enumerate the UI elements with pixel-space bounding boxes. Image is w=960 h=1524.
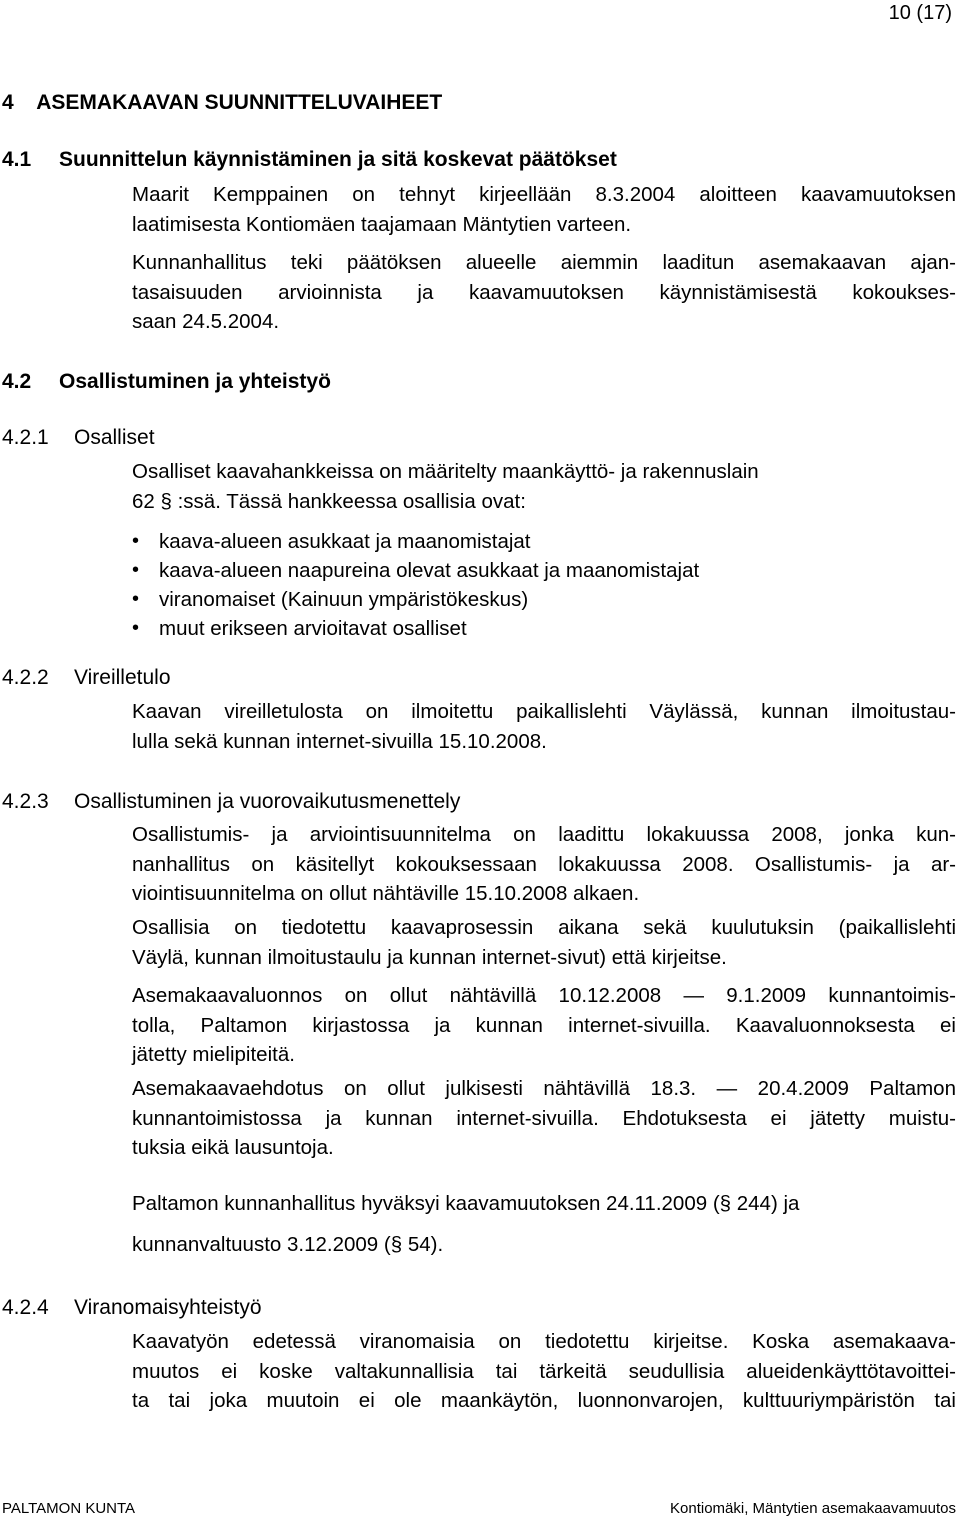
bullet-item (132, 614, 832, 643)
text-line: Asemakaavaehdotus on ollut julkisesti nähtävillä 18.3. — 20.4.2009 Paltamon (132, 1077, 956, 1100)
text-line: kunnanvaltuusto 3.12.2009 (§ 54). (132, 1233, 444, 1256)
text-line: 62 § :ssä. Tässä hankkeessa osallisia ovat: (132, 489, 526, 513)
text-line: laatimisesta Kontiomäen taajamaan Mäntytien varteen. (132, 212, 632, 236)
text-line: Kaavatyön edetessä viranomaisia on tiedotettu kirjeitse. Koska asemakaava- (132, 1330, 956, 1353)
paragraph (132, 248, 956, 337)
bullet-icon: • (132, 530, 140, 552)
text-line: tuksia eikä lausuntoja. (132, 1136, 334, 1159)
section-title: Suunnittelun käynnistäminen ja sitä koskevat päätökset (59, 148, 617, 171)
paragraph (132, 1230, 956, 1260)
paragraph (132, 457, 892, 516)
subsection-title: Osalliset (74, 426, 155, 449)
text-line: Kaavan vireilletulosta on ilmoitettu paikallislehti Väylässä, kunnan ilmoitustau- (132, 700, 956, 723)
bullet-item (132, 556, 832, 585)
subsection-title: Vireilletulo (74, 666, 171, 689)
subsection-4-2-4-heading (2, 1296, 262, 1320)
paragraph (132, 1074, 956, 1163)
paragraph (132, 820, 956, 909)
bullet-text: kaava-alueen asukkaat ja maanomistajat (159, 530, 531, 553)
subsection-number: 4.2.2 (2, 666, 49, 689)
footer-right: Kontiomäki, Mäntytien asemakaavamuutos (670, 1500, 956, 1517)
text-line: jätetty mielipiteitä. (132, 1043, 295, 1066)
section-4-1-heading (2, 148, 617, 172)
bullet-icon: • (132, 559, 140, 581)
text-line: Osallisia on tiedotettu kaavaprosessin aikana sekä kuulutuksin (paikallislehti (132, 916, 956, 939)
bullet-item (132, 527, 832, 556)
text-line: kunnantoimistossa ja kunnan internet-sivuilla. Ehdotuksesta ei jätetty muistu- (132, 1106, 956, 1130)
section-4-2-heading (2, 370, 331, 394)
bullet-item (132, 585, 832, 614)
bullet-icon: • (132, 588, 140, 610)
paragraph (132, 180, 956, 239)
subsection-4-2-2-heading (2, 666, 171, 690)
bullet-text: kaava-alueen naapureina olevat asukkaat ja maanomistajat (159, 559, 700, 582)
text-line: Osallistumis- ja arviointisuunnitelma on laadittu lokakuussa 2008, jonka kun- (132, 823, 956, 846)
text-line: Asemakaavaluonnos on ollut nähtävillä 10.12.2008 — 9.1.2009 kunnantoimis- (132, 984, 956, 1007)
subsection-number: 4.2.3 (2, 790, 49, 813)
subsection-number: 4.2.1 (2, 426, 49, 449)
section-title: Osallistuminen ja yhteistyö (59, 370, 331, 393)
text-line: Osalliset kaavahankkeissa on määritelty maankäyttö- ja rakennuslain (132, 460, 759, 483)
bullet-text: viranomaiset (Kainuun ympäristökeskus) (159, 588, 529, 611)
bullet-icon: • (132, 617, 140, 639)
text-line: viointisuunnitelma on ollut nähtäville 15.10.2008 alkaen. (132, 882, 640, 905)
text-line: nanhallitus on käsitellyt kokouksessaan lokakuussa 2008. Osallistumis- ja ar- (132, 852, 956, 876)
text-line: lulla sekä kunnan internet-sivuilla 15.10.2008. (132, 729, 547, 753)
subsection-title: Viranomaisyhteistyö (74, 1296, 262, 1319)
text-line: muutos ei koske valtakunnallisia tai tärkeitä seudullisia alueidenkäyttötavoittei- (132, 1359, 956, 1383)
paragraph (132, 697, 956, 756)
section-number: 4.1 (2, 148, 32, 171)
text-line: saan 24.5.2004. (132, 310, 280, 333)
subsection-title: Osallistuminen ja vuorovaikutusmenettely (74, 790, 461, 813)
footer-left: PALTAMON KUNTA (2, 1500, 136, 1517)
text-line: tolla, Paltamon kirjastossa ja kunnan internet-sivuilla. Kaavaluonnoksesta ei (132, 1013, 956, 1037)
text-line: tasaisuuden arvioinnista ja kaavamuutoksen käynnistämisestä kokoukses- (132, 280, 956, 304)
text-line: Paltamon kunnanhallitus hyväksyi kaavamuutoksen 24.11.2009 (§ 244) ja (132, 1192, 800, 1215)
paragraph (132, 981, 956, 1070)
text-line: ta tai joka muutoin ei ole maankäytön, luonnonvarojen, kulttuuriympäristön tai (132, 1389, 956, 1412)
section-number: 4.2 (2, 370, 32, 393)
paragraph (132, 1327, 956, 1416)
chapter-heading: 4 ASEMAKAAVAN SUUNNITTELUVAIHEET (2, 91, 443, 114)
subsection-number: 4.2.4 (2, 1296, 49, 1319)
paragraph (132, 913, 956, 972)
subsection-4-2-1-heading (2, 426, 155, 450)
text-line: Kunnanhallitus teki päätöksen alueelle aiemmin laaditun asemakaavan ajan- (132, 251, 956, 274)
bullet-text: muut erikseen arvioitavat osalliset (159, 617, 467, 640)
page-number: 10 (17) (888, 2, 952, 24)
text-line: Väylä, kunnan ilmoitustaulu ja kunnan internet-sivut) että kirjeitse. (132, 945, 727, 969)
text-line: Maarit Kemppainen on tehnyt kirjeellään 8.3.2004 aloitteen kaavamuutoksen (132, 183, 956, 206)
subsection-4-2-3-heading (2, 790, 460, 814)
paragraph (132, 1189, 956, 1219)
